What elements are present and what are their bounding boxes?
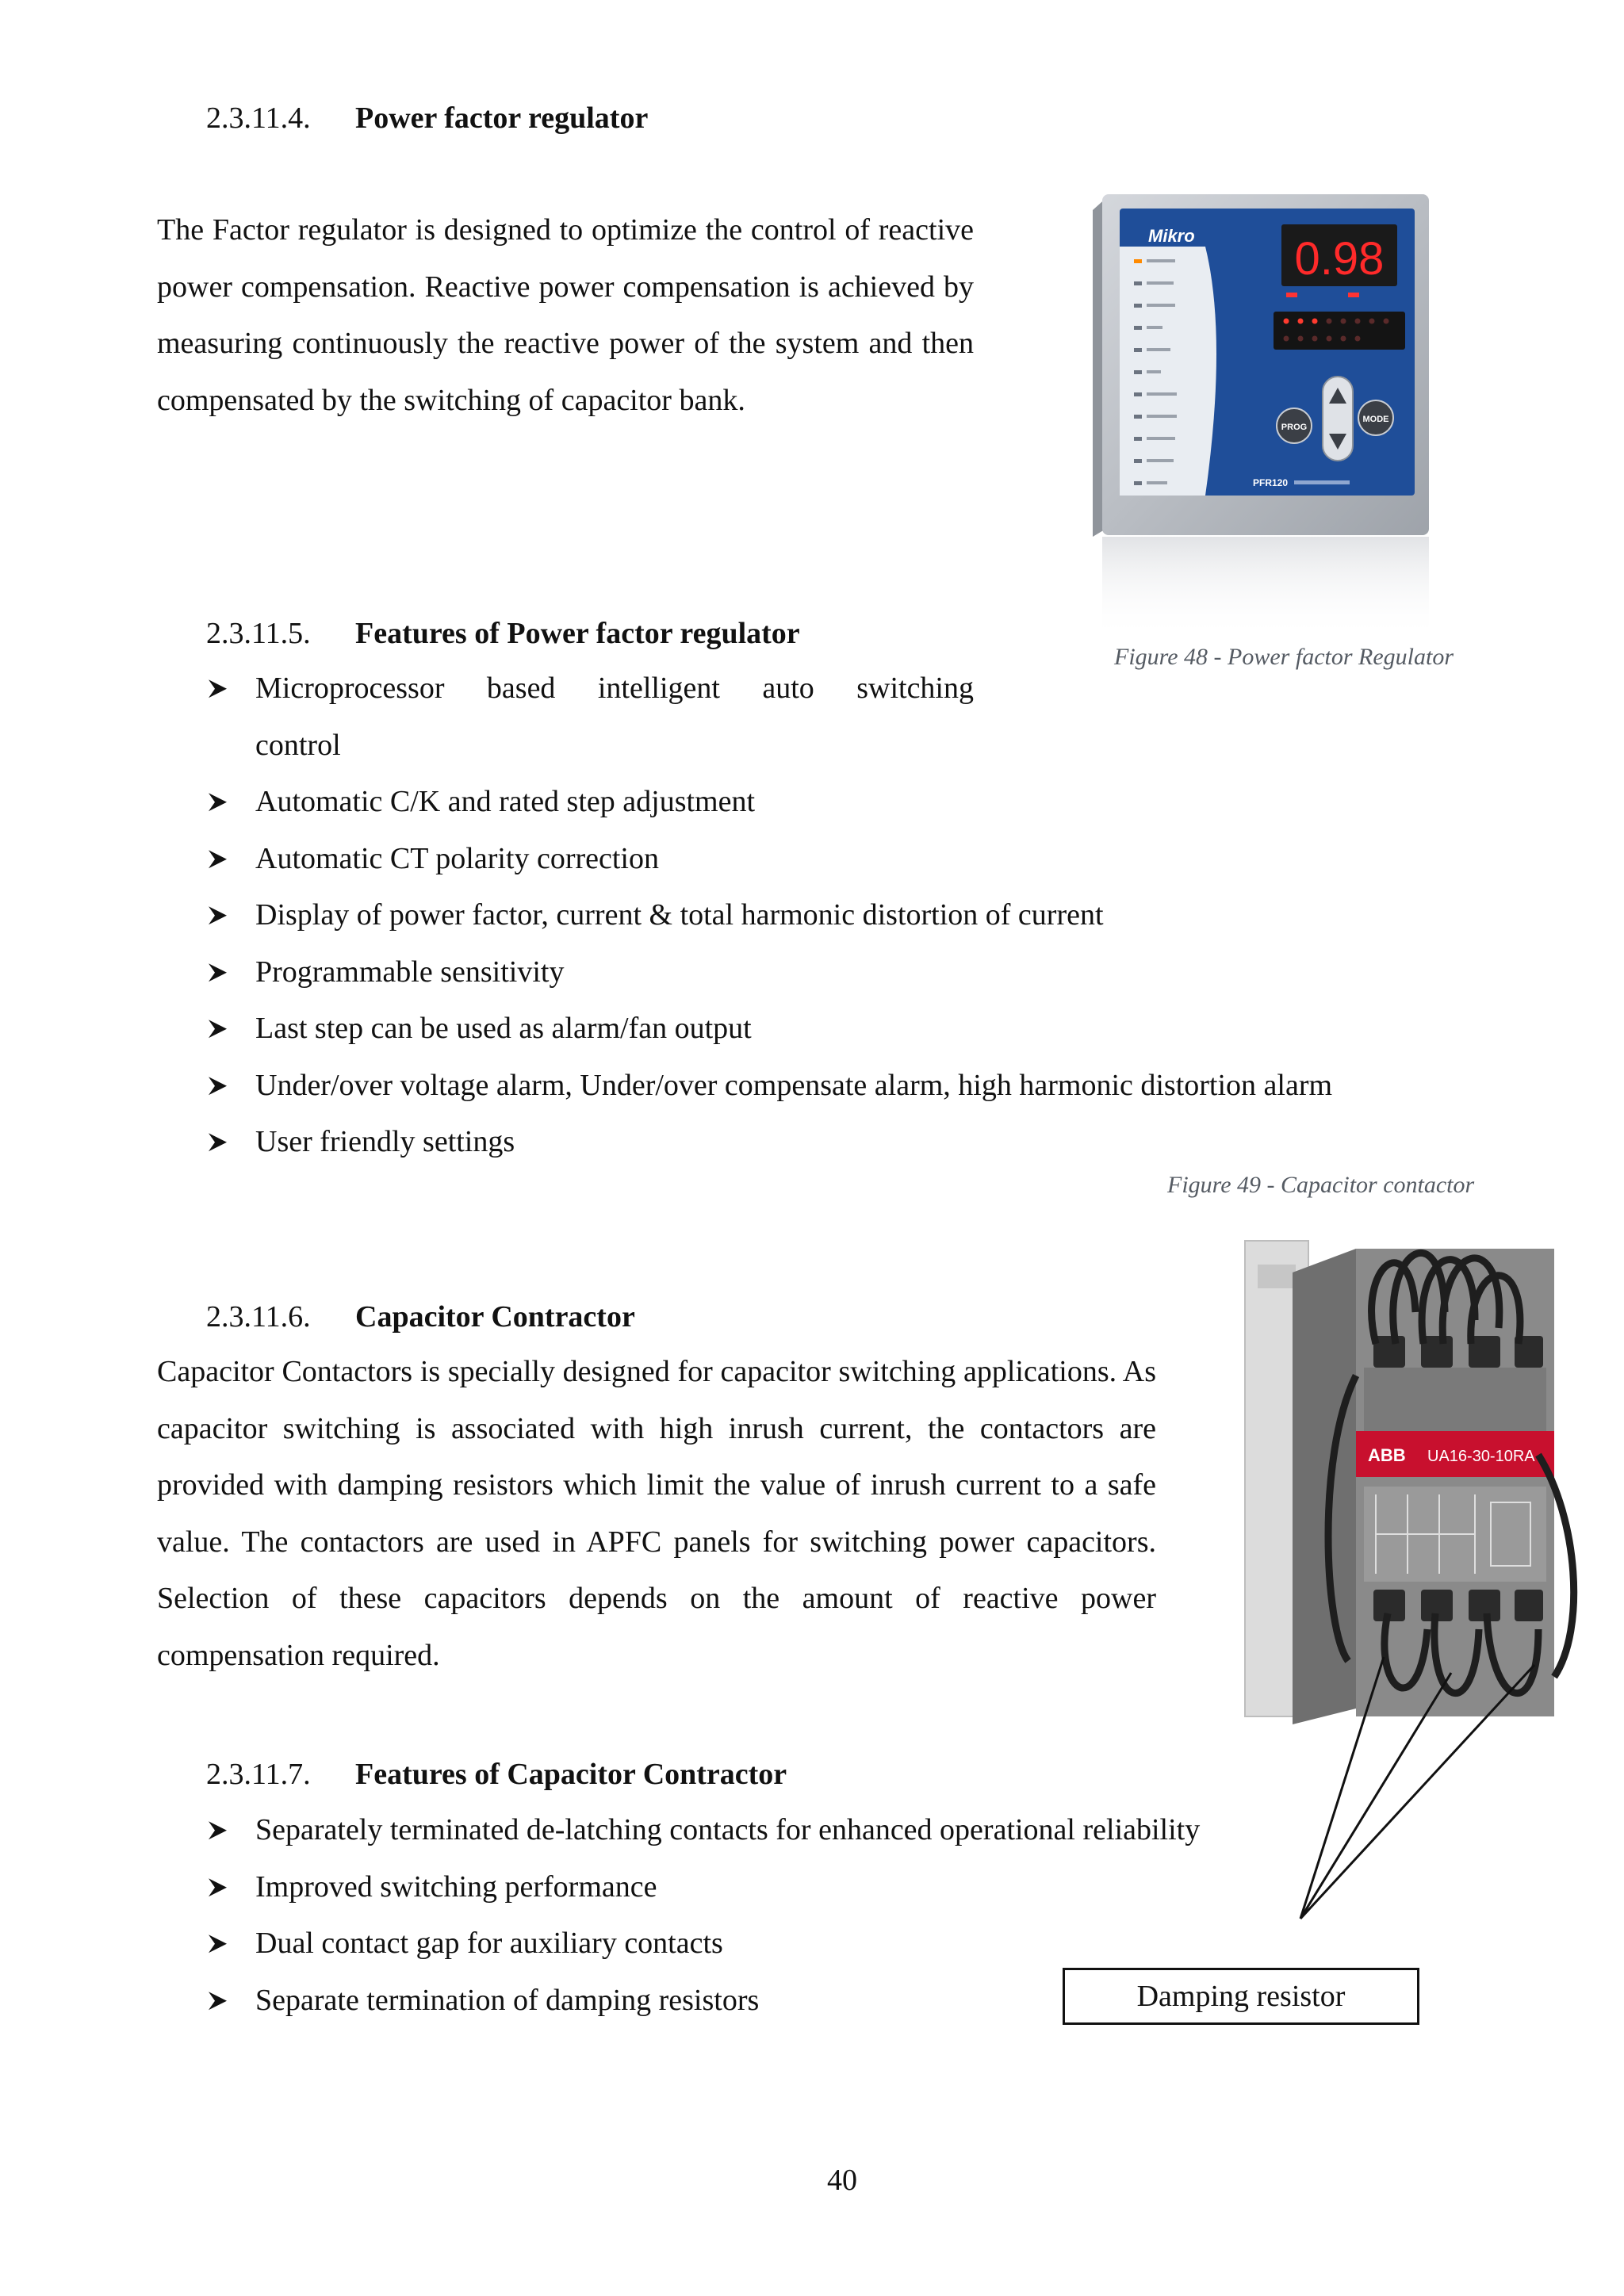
list-item: Microprocessor based intelligent auto switching xyxy=(206,660,974,718)
list-item: Improved switching performance xyxy=(206,1859,1316,1916)
arrowhead-bullet-icon xyxy=(206,1859,230,1916)
regulator-illustration xyxy=(1086,178,1435,638)
list-item: Separately terminated de-latching contacts for enhanced operational reliability xyxy=(206,1802,1316,1859)
regulator-paragraph: The Factor regulator is designed to optimize the control of reactive power compensation. Reactive power compensation is achieved by measuring continuously the reactive power of the system and then compensated by the switching of capacitor bank. xyxy=(157,213,974,417)
regulator-features-first xyxy=(206,660,974,774)
list-item: Programmable sensitivity xyxy=(206,944,1554,1001)
svg-text:ABB: ABB xyxy=(1368,1445,1406,1465)
section-heading-capacitor-contractor: 2.3.11.6. Capacitor Contractor xyxy=(206,1300,635,1334)
arrowhead-bullet-icon xyxy=(206,944,230,1001)
arrowhead-bullet-icon xyxy=(206,1802,230,1859)
arrowhead-bullet-icon xyxy=(206,1058,230,1115)
svg-text:PFR120: PFR120 xyxy=(1253,477,1289,488)
arrowhead-bullet-icon xyxy=(206,1973,230,2030)
figure-48-caption: Figure 48 - Power factor Regulator xyxy=(1114,644,1454,670)
list-item: Separate termination of damping resistors xyxy=(206,1973,1316,2030)
arrowhead-bullet-icon xyxy=(206,887,230,944)
arrowhead-bullet-icon xyxy=(206,831,230,888)
arrowhead-bullet-icon xyxy=(206,1915,230,1973)
svg-text:MODE: MODE xyxy=(1362,415,1389,424)
list-item: Last step can be used as alarm/fan output xyxy=(206,1001,1554,1058)
list-item: Display of power factor, current & total harmonic distortion of current xyxy=(206,887,1554,944)
list-item: Automatic C/K and rated step adjustment xyxy=(206,774,1554,831)
arrowhead-bullet-icon xyxy=(206,660,230,718)
regulator-brand: Mikro xyxy=(1148,226,1195,246)
arrowhead-bullet-icon xyxy=(206,1001,230,1058)
list-item: User friendly settings xyxy=(206,1114,1554,1171)
damping-resistor-label: Damping resistor xyxy=(1063,1968,1419,2025)
arrowhead-bullet-icon xyxy=(206,774,230,831)
figure-49-caption: Figure 49 - Capacitor contactor xyxy=(1167,1172,1475,1198)
contactor-paragraph: Capacitor Contactors is specially designed for capacitor switching applications. As capacitor switching is associated with high inrush current, the contactors are provided with damping resistors which limit the value of inrush current to a safe value. The contactors are used in APFC panels for switching power capacitors. Selection of these capacitors depends on the amount of reactive power compensation required. xyxy=(157,1355,1156,1672)
power-factor-regulator-photo xyxy=(1086,178,1435,638)
section-heading-contractor-features: 2.3.11.7. Features of Capacitor Contractor xyxy=(206,1758,787,1791)
list-item: Dual contact gap for auxiliary contacts xyxy=(206,1915,1316,1973)
arrowhead-bullet-icon xyxy=(206,1114,230,1171)
section-heading-regulator-features: 2.3.11.5. Features of Power factor regulator xyxy=(206,617,800,650)
regulator-display-value: 0.98 xyxy=(1294,233,1385,285)
list-item: Automatic CT polarity correction xyxy=(206,831,1554,888)
svg-text:UA16-30-10RA: UA16-30-10RA xyxy=(1427,1448,1535,1465)
section-heading-power-factor-regulator: 2.3.11.4. Power factor regulator xyxy=(206,101,649,135)
list-item-continuation: control xyxy=(255,728,341,762)
page-number: 40 xyxy=(827,2164,857,2197)
regulator-features-list xyxy=(206,774,1554,1171)
list-item: Under/over voltage alarm, Under/over compensate alarm, high harmonic distortion alarm xyxy=(206,1058,1554,1115)
contactor-features-list xyxy=(206,1802,1316,2029)
svg-text:PROG: PROG xyxy=(1281,423,1308,432)
